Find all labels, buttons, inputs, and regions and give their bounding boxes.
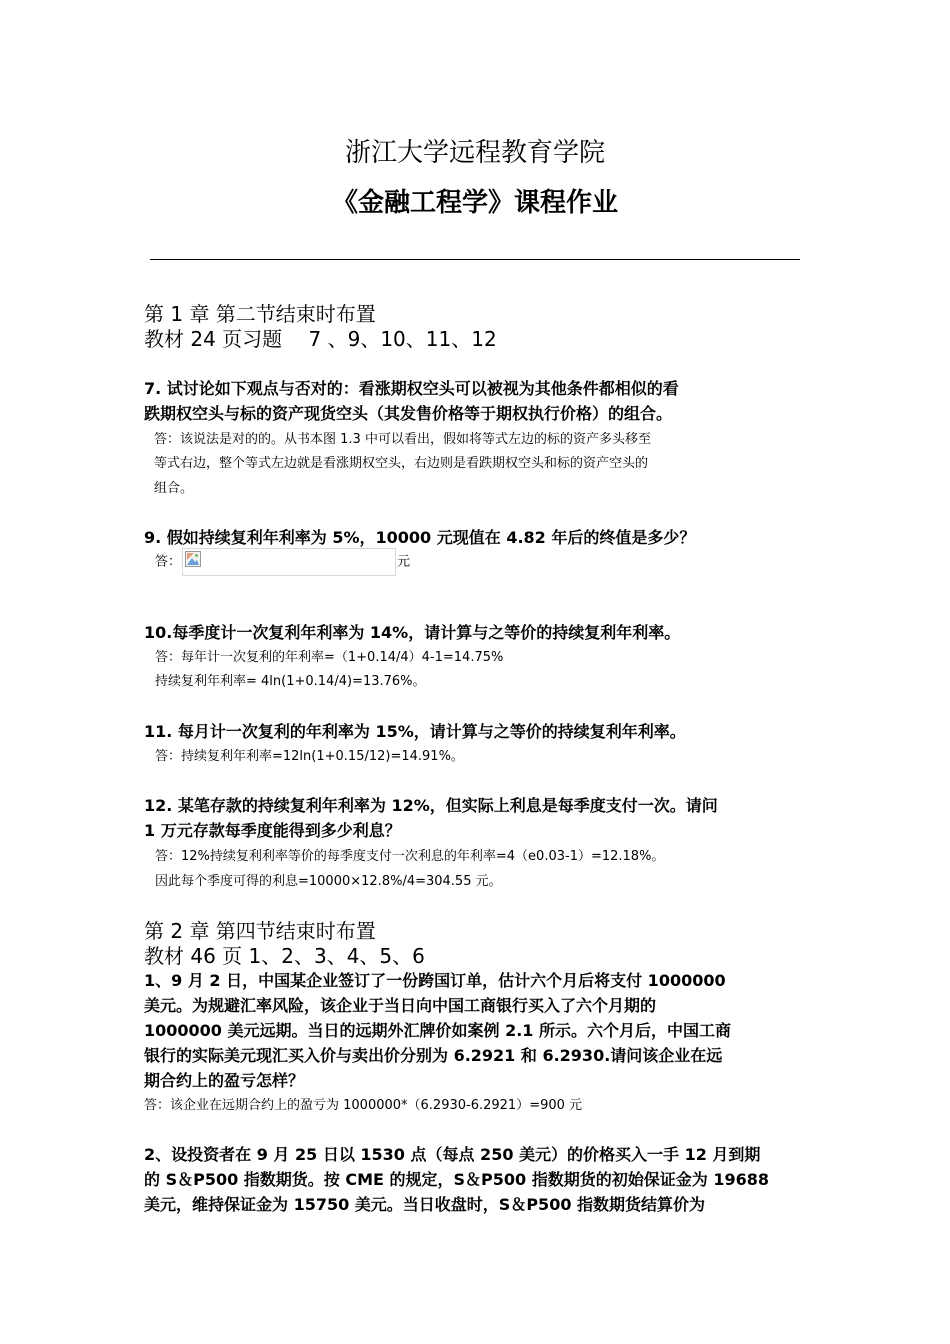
answer-10-line-2: 持续复利年利率= 4ln(1+0.14/4)=13.76%。 [155,674,426,689]
chapter-2-assignment: 教材 46 页 1、2、3、4、5、6 [144,944,425,968]
question-12-line-1: 12. 某笔存款的持续复利年利率为 12%，但实际上利息是每季度支付一次。请问 [144,796,718,815]
ch2-question-2-line-1: 2、设投资者在 9 月 25 日以 1530 点（每点 250 美元）的价格买入一手 12 月到期 [144,1145,761,1164]
ch2-question-2-line-3: 美元，维持保证金为 15750 美元。当日收盘时，S＆P500 指数期货结算价为 [144,1195,706,1214]
answer-10-line-1: 答：每年计一次复利的年利率=（1+0.14/4）4-1=14.75% [155,650,504,665]
ch2-question-1-line-4: 银行的实际美元现汇买入价与卖出价分别为 6.2921 和 6.2930.请问该企业在远 [144,1046,723,1065]
chapter-2-heading: 第 2 章 第四节结束时布置 [144,919,376,943]
ch2-answer-1: 答：该企业在远期合约上的盈亏为 1000000*（6.2930-6.2921）=900 元 [144,1098,583,1113]
document-title-school: 浙江大学远程教育学院 [344,138,605,168]
question-11: 11. 每月计一次复利的年利率为 15%，请计算与之等价的持续复利年利率。 [144,722,686,741]
ch2-question-1-line-5: 期合约上的盈亏怎样？ [144,1071,305,1090]
answer-7-line-3: 组合。 [154,481,194,496]
question-7-line-1: 7. 试讨论如下观点与否对的：看涨期权空头可以被视为其他条件都相似的看 [144,379,679,398]
question-12-line-2: 1 万元存款每季度能得到多少利息？ [144,821,401,840]
answer-7-line-2: 等式右边，整个等式左边就是看涨期权空头，右边则是看跌期权空头和标的资产空头的 [154,456,649,471]
answer-9 [155,548,410,576]
answer-9-suffix: 元 [397,554,411,570]
title-divider [150,259,800,260]
answer-12-line-1: 答：12%持续复利利率等价的每季度支付一次利息的年利率=4（e0.03-1）=12.18%。 [155,849,665,864]
answer-7-line-1: 答：该说法是对的的。从书本图 1.3 中可以看出，假如将等式左边的标的资产多头移至 [154,432,651,447]
chapter-1-heading: 第 1 章 第二节结束时布置 [144,302,376,326]
question-10: 10.每季度计一次复利年利率为 14%，请计算与之等价的持续复利年利率。 [144,623,681,642]
ch2-question-1-line-3: 1000000 美元远期。当日的远期外汇牌价如案例 2.1 所示。六个月后，中国工商 [144,1021,731,1040]
question-9: 9. 假如持续复利年利率为 5%，10000 元现值在 4.82 年后的终值是多少？ [144,528,696,547]
ch2-question-2-line-2: 的 S＆P500 指数期货。按 CME 的规定，S＆P500 指数期货的初始保证金为 19688 [144,1170,769,1189]
answer-11: 答：持续复利年利率=12ln(1+0.15/12)=14.91%。 [155,749,464,764]
question-7-line-2: 跌期权空头与标的资产现货空头（其发售价格等于期权执行价格）的组合。 [144,404,673,423]
broken-image-icon [185,551,201,567]
answer-12-line-2: 因此每个季度可得的利息=10000×12.8%/4=304.55 元。 [155,874,502,889]
chapter-1-assignment: 教材 24 页习题 7 、9、10、11、12 [144,327,497,351]
answer-9-prefix: 答： [155,554,182,570]
formula-image-placeholder [182,548,396,576]
ch2-question-1-line-2: 美元。为规避汇率风险，该企业于当日向中国工商银行买入了六个月期的 [144,996,657,1015]
document-title-course: 《金融工程学》课程作业 [331,188,618,218]
ch2-question-1-line-1: 1、9 月 2 日，中国某企业签订了一份跨国订单，估计六个月后将支付 1000000 [144,971,726,990]
